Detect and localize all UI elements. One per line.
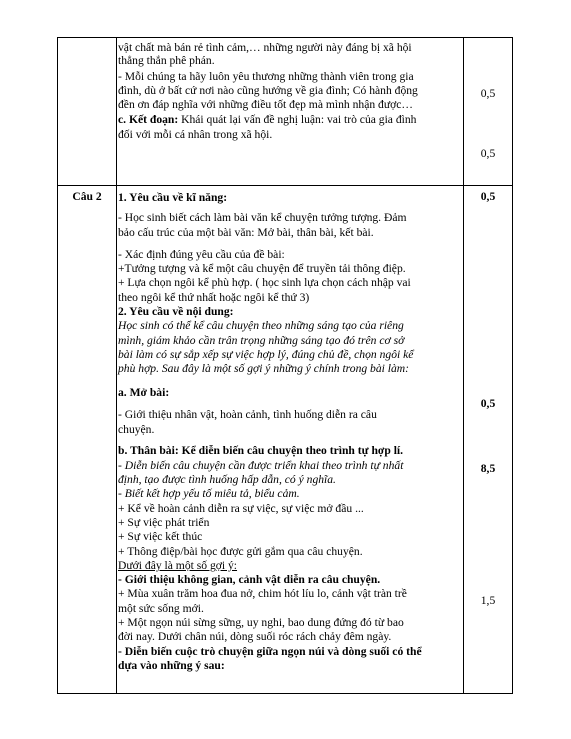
list-item: + Thông điệp/bài học được gửi gắm qua câu chuyện. bbox=[118, 544, 363, 558]
score-cell: 8,5 bbox=[480, 462, 496, 475]
text-line: thẳng thắn phê phán. bbox=[118, 54, 215, 68]
text-line: - Xác định đúng yêu cầu của đề bài: bbox=[118, 247, 285, 261]
text-line: một sức sống mới. bbox=[118, 601, 204, 615]
text-line: bảo cấu trúc của một bài văn: Mở bài, thân bài, kết bài. bbox=[118, 225, 374, 239]
text-line: + Mùa xuân trăm hoa đua nở, chim hót líu lo, cảnh vật tràn trề bbox=[118, 587, 407, 601]
text-line: - Giới thiệu nhân vật, hoàn cảnh, tình huống diễn ra câu bbox=[118, 407, 377, 421]
text-line: - Mỗi chúng ta hãy luôn yêu thương những thành viên trong gia bbox=[118, 69, 414, 83]
text-line: theo ngôi kể thứ nhất hoặc ngôi kể thứ 3) bbox=[118, 290, 310, 304]
text-line: định, tạo được tình huống hấp dẫn, có ý nghĩa. bbox=[118, 473, 336, 487]
score-cell: 0,5 bbox=[480, 87, 496, 100]
text-line: đối với mỗi cá nhân trong xã hội. bbox=[118, 127, 273, 141]
text-line: phù hợp. Sau đây là một số gợi ý những ý chính trong bài làm: bbox=[118, 362, 410, 376]
text-line: + Một ngọn núi sừng sững, uy nghi, bao dung đứng đó từ bao bbox=[118, 616, 404, 630]
row2-content bbox=[118, 191, 462, 672]
section-heading: a. Mở bài: bbox=[118, 385, 170, 399]
section-heading: 1. Yêu cầu về kĩ năng: bbox=[118, 191, 228, 204]
row-separator bbox=[57, 185, 513, 186]
text-line: Dưới đây là một số gợi ý: bbox=[118, 558, 238, 572]
list-item: + Kể về hoàn cảnh diễn ra sự việc, sự việc mở đầu ... bbox=[118, 501, 364, 515]
text-line: - Biết kết hợp yếu tố miêu tả, biểu cảm. bbox=[118, 487, 300, 501]
list-item: + Sự việc phát triển bbox=[118, 515, 210, 529]
text-line: mình, giám khảo cần trân trọng những sáng tạo đó trên cơ sở bbox=[118, 333, 405, 347]
text-line: đình, dù ở bất cứ nơi nào cũng hướng về gia đình; Có hành động bbox=[118, 83, 418, 97]
section-heading: - Diễn biến cuộc trò chuyện giữa ngọn núi và dòng suối có thể bbox=[118, 644, 422, 658]
text-line: + Lựa chọn ngôi kể phù hợp. ( học sinh lựa chọn cách nhập vai bbox=[118, 276, 411, 290]
text-line: chuyện. bbox=[118, 423, 155, 437]
text-line: - Học sinh biết cách làm bài văn kể chuyện tưởng tượng. Đảm bbox=[118, 211, 407, 225]
text-line: đời nay. Dưới chân núi, dòng suối róc rách chảy đêm ngày. bbox=[118, 630, 392, 644]
text-line: đền ơn đáp nghĩa với những điều tốt đẹp mà mình nhận được… bbox=[118, 98, 413, 112]
section-heading: b. Thân bài: Kể diễn biến câu chuyện theo trình tự hợp lí. bbox=[118, 444, 404, 458]
section-heading: 2. Yêu cầu về nội dung: bbox=[118, 305, 234, 319]
section-heading: - Giới thiệu không gian, cảnh vật diễn ra câu chuyện. bbox=[118, 573, 381, 587]
table-border-right bbox=[512, 37, 513, 694]
score-cell: 1,5 bbox=[480, 594, 496, 607]
score-cell: 0,5 bbox=[480, 147, 496, 160]
row1-content bbox=[118, 41, 462, 141]
table-border-top bbox=[57, 37, 513, 38]
text-line: Học sinh có thể kể câu chuyện theo những sáng tạo của riêng bbox=[118, 319, 404, 333]
score-cell: 0,5 bbox=[480, 190, 496, 203]
text-line: bài làm có sự sắp xếp sự việc hợp lý, đúng chủ đề, chọn ngôi kể bbox=[118, 347, 414, 361]
table-divider-1 bbox=[116, 37, 117, 694]
table-border-left bbox=[57, 37, 58, 694]
conclusion-text: Khái quát lại vấn đề nghị luận: vai trò của gia đình bbox=[178, 113, 417, 127]
section-heading: dựa vào những ý sau: bbox=[118, 658, 225, 672]
text-line: - Diễn biến câu chuyện cần được triển khai theo trình tự nhất bbox=[118, 458, 404, 472]
text-line: vật chất mà bán rẻ tình cảm,… những người này đáng bị xã hội bbox=[118, 41, 412, 54]
question-label: Câu 2 bbox=[72, 190, 102, 203]
text-line: +Tưởng tượng và kể một câu chuyện để truyền tải thông điệp. bbox=[118, 262, 406, 276]
table-border-bottom bbox=[57, 693, 513, 694]
list-item: + Sự việc kết thúc bbox=[118, 530, 203, 544]
score-cell: 0,5 bbox=[480, 397, 496, 410]
conclusion-label: c. Kết đoạn: bbox=[118, 113, 179, 127]
table-divider-2 bbox=[463, 37, 464, 694]
conclusion-line bbox=[118, 113, 462, 126]
